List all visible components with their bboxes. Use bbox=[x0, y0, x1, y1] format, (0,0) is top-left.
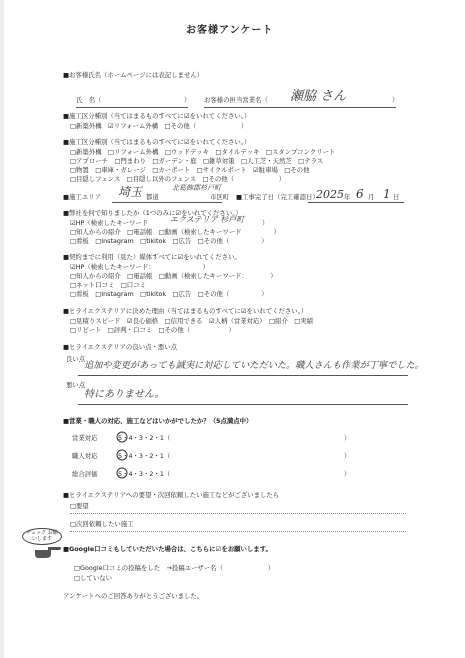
type2-heading: ■施工区分種別（当てはまるものすべてに☑をいれてください。） bbox=[63, 138, 251, 146]
knownby-hp-line: ☑HP（検索したキーワード bbox=[70, 219, 149, 227]
reasons-line2: □リピート □評判・口コミ □その他（ ） bbox=[70, 326, 235, 334]
knownby-hp-keyword: エクステリア 杉戸町 bbox=[170, 215, 245, 224]
request-wish: □要望 bbox=[70, 502, 89, 510]
area-city-suffix: 市区町 bbox=[210, 193, 230, 201]
date-underline bbox=[308, 202, 404, 203]
day-suffix: 日 bbox=[393, 193, 400, 201]
name-close: ） bbox=[184, 96, 191, 104]
completion-day: 1 bbox=[383, 187, 391, 201]
type1-heading: ■施工区分種別（当てはまるものすべてに☑をいれてください。） bbox=[63, 112, 251, 120]
type2-line4: □目隠しフェンス □目隠し以外のフェンス □その他（ ） bbox=[70, 175, 286, 183]
area-prefecture: 埼玉 bbox=[118, 185, 143, 199]
media-heading: ■契約までに利用（見た）媒体すべてに☑をいれてください。 bbox=[63, 253, 241, 261]
eval-sales-label: 営業対応 bbox=[72, 434, 98, 442]
media-line1: ☑HP（検索したキーワード： ） bbox=[70, 263, 209, 271]
type2-line3: □物置 □車庫・ガレージ □カーポート □サイクルポート ☑駐車場 □その他 bbox=[70, 166, 310, 174]
media-line3: □ネット口コミ □口コミ bbox=[70, 281, 146, 289]
knownby-hp-close: ） bbox=[262, 219, 269, 227]
bad-label: 悪い点 bbox=[66, 381, 86, 389]
request-next: □次回依頼したい施工 bbox=[70, 520, 134, 528]
staff-underline bbox=[204, 107, 396, 108]
request-wish-line bbox=[70, 513, 406, 514]
eval-total-scale: 5・4・3・2・1（ bbox=[118, 470, 171, 478]
name-underline bbox=[76, 107, 188, 108]
pointing-hand-icon bbox=[34, 542, 62, 560]
eval-total-label: 総合評価 bbox=[72, 470, 98, 478]
request-next-line bbox=[70, 531, 406, 532]
google-heading: ■Google口コミもしていただいた場合は、こちらに☑をお願いします。 bbox=[63, 545, 272, 553]
name-heading: ■お客様氏名（ホームページには表記しません） bbox=[63, 71, 204, 79]
bad-underline bbox=[78, 404, 408, 405]
name-label: 氏 名（ bbox=[76, 96, 102, 104]
good-underline bbox=[78, 375, 408, 376]
reasons-line1: □見積りスピード ☑良心価格 □信用できる ☑人柄（営業対応） □紹介 □実績 bbox=[70, 317, 314, 325]
reasons-heading: ■ヒライエクステリアに決めた理由（当てはまるものすべてに☑をいれてください。） bbox=[63, 307, 308, 315]
area-label: ■施工エリア bbox=[63, 193, 101, 201]
staff-label: お客様の担当営業名（ bbox=[204, 96, 268, 104]
area-pref-suffix: 都道 bbox=[146, 193, 159, 201]
scan-edge bbox=[0, 0, 4, 658]
media-line4: □看板 □Instagram □tikitok □広告 □その他（ ） bbox=[70, 290, 268, 298]
area-city: 北葛飾郡杉戸町 bbox=[172, 184, 221, 192]
completion-label: ■工事完了日（完工確認日） bbox=[236, 193, 319, 201]
thanks-text: アンケートへのご回答ありがとうございました。 bbox=[63, 592, 204, 600]
eval-sales-scale: 5・4・3・2・1（ bbox=[118, 434, 171, 442]
google-line1: □Google口コミの投稿をした →投稿ユーザー名（ ） bbox=[74, 564, 275, 572]
month-suffix: 月 bbox=[368, 193, 375, 201]
completion-month: 6 bbox=[356, 187, 364, 201]
google-line2: □していない bbox=[74, 574, 112, 582]
type1-options: □新築外構 ☑リフォーム外構 □その他（ ） bbox=[70, 122, 248, 130]
area-underline bbox=[112, 202, 222, 203]
eval-craft-label: 職人対応 bbox=[72, 452, 98, 460]
media-line2: □知人からの紹介 □電話帳 □動画（検索したキーワード： ） bbox=[70, 272, 277, 280]
type2-line1: □新築外構 □リフォーム外構 □ウッドデッキ □タイルデッキ □スタンプコンクリート bbox=[70, 148, 336, 156]
check-note-bubble: チェック お願いします bbox=[22, 528, 62, 545]
eval-craft-close: ） bbox=[344, 452, 351, 460]
type2-line2: □アプローチ □門まわり □ガーデン・庭 □雑草対策 □人工芝・天然芝 □テラス bbox=[70, 157, 324, 165]
good-text-handwritten: 追加や変更があっても誠実に対応していただいた。職人さんも作業が丁寧でした。 bbox=[84, 360, 424, 371]
eval-total-close: ） bbox=[344, 470, 351, 478]
page-title: お客様アンケート bbox=[186, 25, 274, 36]
eval-craft-circle bbox=[116, 449, 128, 461]
eval-total-circle bbox=[116, 467, 128, 479]
eval-sales-circle bbox=[116, 431, 128, 443]
year-suffix: 年 bbox=[344, 193, 351, 201]
eval-sales-close: ） bbox=[344, 434, 351, 442]
goodbad-heading: ■ヒライエクステリアの良い点・悪い点 bbox=[63, 343, 178, 351]
knownby-line3: □看板 □Instagram □tikitok □広告 □その他（ ） bbox=[70, 237, 268, 245]
bad-text-handwritten: 特にありません。 bbox=[84, 389, 165, 400]
evaluation-heading: ■営業・職人の対応、施工などはいかがでしたか？（5点満点中） bbox=[63, 417, 253, 425]
staff-close: ） bbox=[392, 96, 399, 104]
knownby-heading: ■弊社を何で知りましたか（1つのみに☑をいれてください。） bbox=[63, 209, 242, 217]
eval-craft-scale: 5・4・3・2・1（ bbox=[118, 452, 171, 460]
staff-name-handwritten: 瀬脇 さん bbox=[290, 89, 347, 104]
good-label: 良い点 bbox=[66, 355, 86, 363]
request-heading: ■ヒライエクステリアへの要望・次回依頼したい施工などがございましたら bbox=[63, 491, 280, 499]
completion-year: 2025 bbox=[316, 188, 344, 201]
knownby-line2: □知人からの紹介 □電話帳 □動画（検索したキーワード ） bbox=[70, 228, 280, 236]
